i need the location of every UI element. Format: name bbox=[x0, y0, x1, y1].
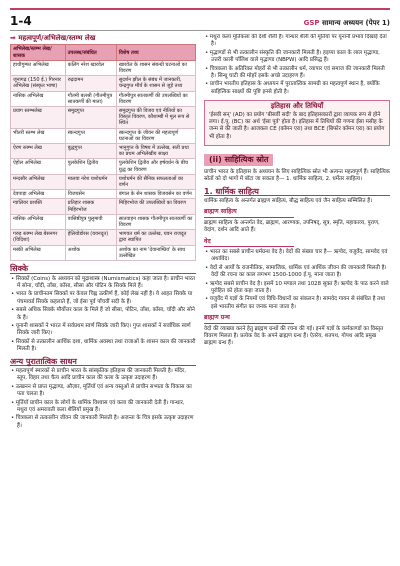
list-item bbox=[10, 323, 196, 338]
content-columns bbox=[10, 34, 390, 560]
table-cell: गौतमी बलश्री (गौतमीपुत्र सातकर्णी की माता) bbox=[65, 91, 116, 106]
table-cell: भानुगुप्त के विषय में उल्लेख, सती प्रथा का प्रथम अभिलेखीय साक्ष्य bbox=[116, 144, 195, 159]
list-item-text: चित्रकला से तत्कालीन जीवन की जानकारी मिलती है। अजन्ता के चित्र इसके उत्कृष्ट उदाहरण हैं। bbox=[15, 415, 194, 429]
table-cell: गरुड़ स्तम्भ लेख बेसनगर (विदिशा) bbox=[11, 230, 66, 245]
table-row bbox=[11, 190, 196, 199]
list-item-text: सबसे अधिक सिक्के मौर्योत्तर काल के मिले हैं जो सीसा, पोटिन, ताँबा, काँसा, चाँदी और सोने के हैं। bbox=[15, 307, 195, 321]
bullet-icon: • bbox=[205, 296, 210, 303]
list-item-text: मृद्भाण्डों से भी तत्कालीन संस्कृति की जानकारी मिलती है। हड़प्पा काल के लाल मृद्भाण्ड, उत्तरी काली पॉलिश वाले मृद्भाण्ड (NBPW) आदि प्रसिद्ध हैं। bbox=[209, 49, 380, 64]
table-cell: नासिक अभिलेख bbox=[11, 214, 66, 229]
subheading-underline bbox=[204, 246, 294, 247]
list-item bbox=[204, 249, 390, 264]
religious-lit-heading: 1. धार्मिक साहित्य bbox=[204, 188, 390, 196]
table-row bbox=[11, 214, 196, 229]
subheading-underline bbox=[204, 323, 294, 324]
header-rule bbox=[10, 30, 390, 31]
bullet-icon: • bbox=[205, 34, 210, 40]
list-item bbox=[10, 339, 196, 354]
bullet-icon: • bbox=[11, 322, 16, 329]
inscriptions-table bbox=[10, 44, 196, 261]
brahmana-heading: ब्राह्मण ग्रन्थ bbox=[204, 314, 230, 322]
coins-list bbox=[10, 276, 196, 354]
literary-intro: प्राचीन भारत के इतिहास के अध्ययन के लिए साहित्यिक स्रोत भी अत्यन्त महत्वपूर्ण हैं। साहित्यिक स्रोतों को दो भागों में बाँटा जा सकता है— 1. धार्मिक साहित्य, 2. धर्मेतर साहित्य। bbox=[204, 168, 390, 183]
table-cell: गौतमीपुत्र सातकर्णी की उपलब्धियों का विवरण bbox=[116, 91, 195, 106]
list-item bbox=[204, 296, 390, 311]
bullet-icon: • bbox=[205, 65, 210, 72]
table-cell: विजयसेन bbox=[65, 190, 116, 199]
table-cell: स्कन्दगुप्त bbox=[65, 128, 116, 143]
list-item-text: मथुरा कला मूर्तिकला की देशी शैली है। गान्धार शैली की मूर्तियों पर यूनानी प्रभाव दिखाई देता है। bbox=[209, 34, 387, 48]
right-column bbox=[204, 34, 390, 560]
table-cell: स्कन्दगुप्त के जीवन की महत्वपूर्ण घटनाओं का विवरण bbox=[116, 128, 195, 143]
veda-list bbox=[204, 249, 390, 311]
running-title-text: सामान्य अध्ययन (पेपर 1) bbox=[321, 19, 390, 27]
coins-heading: सिक्के bbox=[10, 265, 196, 273]
left-column bbox=[10, 34, 196, 560]
list-item bbox=[10, 307, 196, 322]
section-heading bbox=[10, 35, 196, 42]
list-item-text: भारत के प्राचीनतम सिक्कों पर केवल चिह्न उत्कीर्ण हैं, कोई लेख नहीं है। ये आहत सिक्के या पंचमार्क्ड सिक्के कहलाते हैं, जो ईसा पूर्व पाँचवीं सदी के हैं। bbox=[15, 291, 193, 305]
bullet-icon: • bbox=[11, 399, 16, 406]
table-row bbox=[11, 199, 196, 214]
table-cell: रुद्रदामन bbox=[65, 76, 116, 91]
list-item bbox=[204, 281, 390, 296]
bullet-icon: • bbox=[11, 383, 16, 390]
list-item bbox=[204, 81, 390, 96]
bullet-icon: • bbox=[11, 338, 16, 345]
dates-box-title: इतिहास और तिथियाँ bbox=[270, 102, 324, 111]
list-item-text: ऋग्वेद सबसे प्राचीन वेद है। इसमें 10 मण्डल तथा 1028 सूक्त हैं। ऋग्वेद के पाठ करने वाले पुरोहित को होता कहा जाता है। bbox=[209, 280, 389, 294]
table-row bbox=[11, 245, 196, 260]
bullet-icon: • bbox=[205, 81, 210, 88]
table-cell: ऐरण स्तम्भ लेख bbox=[11, 144, 66, 159]
table-cell: नासिक अभिलेख bbox=[11, 91, 66, 106]
bullet-icon: • bbox=[205, 280, 210, 287]
running-title bbox=[304, 19, 390, 28]
list-item-text: उत्खनन से प्राप्त मृद्भाण्ड, औज़ार, मूर्तियाँ एवं अन्य वस्तुओं से प्राचीन सभ्यता के विकास का पता चलता है। bbox=[15, 383, 192, 398]
table-cell: भागवत धर्म का उल्लेख, यवन राजदूत द्वारा स्थापित bbox=[116, 230, 195, 245]
list-item-text: मूर्तियाँ प्राचीन काल के लोगों के धार्मिक विश्वास एवं कला की जानकारी देती हैं। गान्धार, मथुरा एवं अमरावती कला शैलियाँ प्रमुख हैं। bbox=[15, 399, 185, 413]
list-item bbox=[204, 34, 390, 49]
list-item-text: यूनानी शासकों ने भारत में सर्वप्रथम स्वर्ण सिक्के जारी किए। गुप्त शासकों ने सर्वाधिक स्वर्ण सिक्के जारी किए। bbox=[15, 322, 191, 337]
table-cell: पुलकेशिन द्वितीय bbox=[65, 159, 116, 174]
list-item-text: सिक्कों से तत्कालीन आर्थिक दशा, धार्मिक अवस्था तथा राजाओं के शासन काल की जानकारी मिलती है। bbox=[15, 338, 196, 353]
list-item bbox=[204, 50, 390, 65]
dates-box-text: 'ईसवी सन्' (AD) का प्रयोग 'बीसवीं सदी' के बाद इतिहासकारों द्वारा व्यापक रूप से होने लगा। ई.पू. (BC) का अर्थ 'ईसा पूर्व' होता है। इतिहास में तिथियों की गणना ईसा मसीह के जन्म से की जाती है। आजकल CE (कॉमन एरा) तथा BCE (बिफोर कॉमन एरा) का प्रयोग भी होता है। bbox=[209, 111, 385, 140]
list-item-text: सिक्कों (Coins) के अध्ययन को मुद्राशास्त्र (Numismatics) कहा जाता है। प्राचीन भारत में सोना, चाँदी, ताँबा, काँसा, सीसा और पोटिन के सिक्के मिले हैं। bbox=[15, 275, 196, 289]
list-item-text: वेदों से आर्यों के राजनीतिक, सामाजिक, धार्मिक एवं आर्थिक जीवन की जानकारी मिलती है। वेदों की रचना का काल लगभग 1500-1000 ई.पू. माना जाता है। bbox=[209, 264, 387, 279]
table-cell: पुलकेशिन द्वितीय और हर्षवर्धन के बीच युद्ध का विवरण bbox=[116, 159, 195, 174]
table-cell: सुदर्शन झील के संबंध में जानकारी, चन्द्रगुप्त मौर्य के शासन से जुड़े तथ्य bbox=[116, 76, 195, 91]
bullet-icon: • bbox=[205, 248, 210, 255]
table-header-cell: उपलब्ध/संबंधित bbox=[65, 45, 116, 60]
brahmin-lit-heading: ब्राह्मण साहित्य bbox=[204, 208, 237, 216]
table-header-cell: अभिलेख/स्तम्भ लेख/शासक bbox=[11, 45, 66, 60]
page-header bbox=[10, 14, 390, 28]
table-cell: मस्की अभिलेख bbox=[11, 245, 66, 260]
table-cell: जूनागढ़ (150 ई.) गिरनार अभिलेख (संस्कृत भाषा) bbox=[11, 76, 66, 91]
table-cell: प्रयाग स्तम्भलेख bbox=[11, 107, 66, 129]
dates-box bbox=[204, 100, 390, 146]
table-row bbox=[11, 144, 196, 159]
list-item-text: यजुर्वेद में यज्ञों के नियमों एवं विधि-विधानों का संकलन है। सामवेद गायन से संबंधित है तथा इसे भारतीय संगीत का जनक माना जाता है। bbox=[209, 296, 386, 310]
list-item-text: भारत का सबसे प्राचीन धर्मग्रन्थ वेद है। वेदों की संख्या चार है— ऋग्वेद, यजुर्वेद, सामवेद एवं अथर्ववेद। bbox=[209, 248, 388, 263]
intro-list bbox=[204, 34, 390, 96]
list-item bbox=[204, 66, 390, 81]
table-cell: ऐहोल अभिलेख bbox=[11, 159, 66, 174]
subheading-underline bbox=[204, 217, 294, 218]
table-header-cell: विशेष तथ्य bbox=[116, 45, 195, 60]
table-cell: मिहिरभोज की उपलब्धियों का विवरण bbox=[116, 199, 195, 214]
running-title-prefix: GSP bbox=[303, 19, 320, 27]
bullet-icon: • bbox=[11, 291, 16, 298]
table-cell: खारवेल के शासन संबन्धी घटनाओं का विवरण bbox=[116, 60, 195, 75]
table-cell: कलिंग नरेश खारवेल bbox=[65, 60, 116, 75]
table-cell: समुद्रगुप्त की विजय एवं नीतियों का विस्तृत विवरण, कौशाम्बी में मूल रूप से स्थित bbox=[116, 107, 195, 129]
bullet-icon: • bbox=[11, 275, 16, 282]
page-number: 1-4 bbox=[10, 14, 32, 28]
table-cell: प्रतिहार शासक मिहिरभोज bbox=[65, 199, 116, 214]
bullet-icon: • bbox=[205, 264, 210, 271]
list-item bbox=[204, 265, 390, 280]
bullet-icon: • bbox=[11, 367, 16, 374]
bullet-icon: • bbox=[205, 49, 210, 56]
veda-heading: वेद bbox=[204, 237, 211, 245]
table-cell: हाथीगुम्फा अभिलेख bbox=[11, 60, 66, 75]
religious-intro: धार्मिक साहित्य के अन्तर्गत ब्राह्मण साहित्य, बौद्ध साहित्य एवं जैन साहित्य सम्मिलित हैं। bbox=[204, 197, 373, 204]
table-cell: समुद्रगुप्त bbox=[65, 107, 116, 129]
table-cell: ग्वालियर प्रशस्ति bbox=[11, 199, 66, 214]
table-row bbox=[11, 230, 196, 245]
brahmin-lit-text: ब्राह्मण साहित्य के अन्तर्गत वेद, ब्राह्मण, आरण्यक, उपनिषद्, सूत्र, स्मृति, महाकाव्य, पुराण, वेदांग, दर्शन आदि आते हैं। bbox=[204, 219, 380, 234]
table-cell: अशोक का नाम 'देवानाम्प्रिय' के साथ उल्लेखित bbox=[116, 245, 195, 260]
list-item bbox=[10, 276, 196, 291]
table-cell: वासिष्ठीपुत्र पुलुमावी bbox=[65, 214, 116, 229]
table-cell: सातवाहन शासक गौतमीपुत्र सातकर्णी का विवरण bbox=[116, 214, 195, 229]
table-cell: मन्दसौर अभिलेख bbox=[11, 174, 66, 189]
table-cell: बंगाल के सेन शासक विजयसेन का वर्णन bbox=[116, 190, 195, 199]
list-item bbox=[10, 384, 196, 399]
list-item bbox=[10, 400, 196, 415]
table-cell: देवपाड़ा अभिलेख bbox=[11, 190, 66, 199]
table-row bbox=[11, 128, 196, 143]
table-cell: हेलियोडोरस (यवनदूत) bbox=[65, 230, 116, 245]
sources-list bbox=[10, 368, 196, 430]
list-item bbox=[10, 368, 196, 383]
top-accent-line bbox=[10, 8, 390, 10]
table-cell: बुद्धगुप्त bbox=[65, 144, 116, 159]
arrow-icon: ➡ bbox=[10, 34, 19, 42]
table-row bbox=[11, 107, 196, 129]
list-item bbox=[10, 415, 196, 430]
bullet-icon: • bbox=[11, 415, 16, 422]
list-item-text: महत्वपूर्ण स्मारकों से प्राचीन भारत के सांस्कृतिक इतिहास की जानकारी मिलती है। मंदिर, स्तूप, विहार तथा चैत्य आदि प्राचीन काल की कला के उत्कृष्ट उदाहरण हैं। bbox=[15, 367, 186, 382]
list-item-text: चित्रकला के अतिरिक्त मोहरों से भी तत्कालीन धर्म, व्यापार एवं समाज की जानकारी मिलती है। सिन्धु घाटी की मोहरें इसके अच्छे उदाहरण हैं। bbox=[209, 65, 385, 80]
table-row bbox=[11, 174, 196, 189]
other-sources-heading: अन्य पुरातात्विक साधन bbox=[10, 358, 196, 366]
table-header-row bbox=[11, 45, 196, 60]
table-row bbox=[11, 91, 196, 106]
bullet-icon: • bbox=[11, 307, 16, 314]
literary-sources-banner: (ii) साहित्यिक स्रोत bbox=[204, 154, 273, 165]
table-row bbox=[11, 76, 196, 91]
table-cell: मालवा नरेश यशोधर्मन bbox=[65, 174, 116, 189]
list-item-text: प्राचीन भारतीय इतिहास के अध्ययन में पुरातात्विक सामग्री का महत्वपूर्ण स्थान है, क्योंकि साहित्यिक साक्ष्यों की पुष्टि इनसे होती है। bbox=[209, 81, 380, 95]
section-title: महत्वपूर्ण/अभिलेख/स्तम्भ लेख bbox=[18, 34, 96, 42]
table-row bbox=[11, 60, 196, 75]
table-cell: यशोधर्मन की सैनिक सफलताओं का वर्णन bbox=[116, 174, 195, 189]
table-cell: भीतरी स्तम्भ लेख bbox=[11, 128, 66, 143]
table-row bbox=[11, 159, 196, 174]
list-item bbox=[10, 291, 196, 306]
brahmana-text: वेदों की व्याख्या करने हेतु ब्राह्मण ग्रन्थों की रचना की गई। इनमें यज्ञों के कर्मकाण्डों का विस्तृत विवरण मिलता है। प्रत्येक वेद के अपने ब्राह्मण ग्रन्थ हैं। ऐतरेय, शतपथ, गोपथ आदि प्रमुख ब्राह्मण ग्रन्थ हैं। bbox=[204, 325, 384, 347]
table-cell: अशोक bbox=[65, 245, 116, 260]
